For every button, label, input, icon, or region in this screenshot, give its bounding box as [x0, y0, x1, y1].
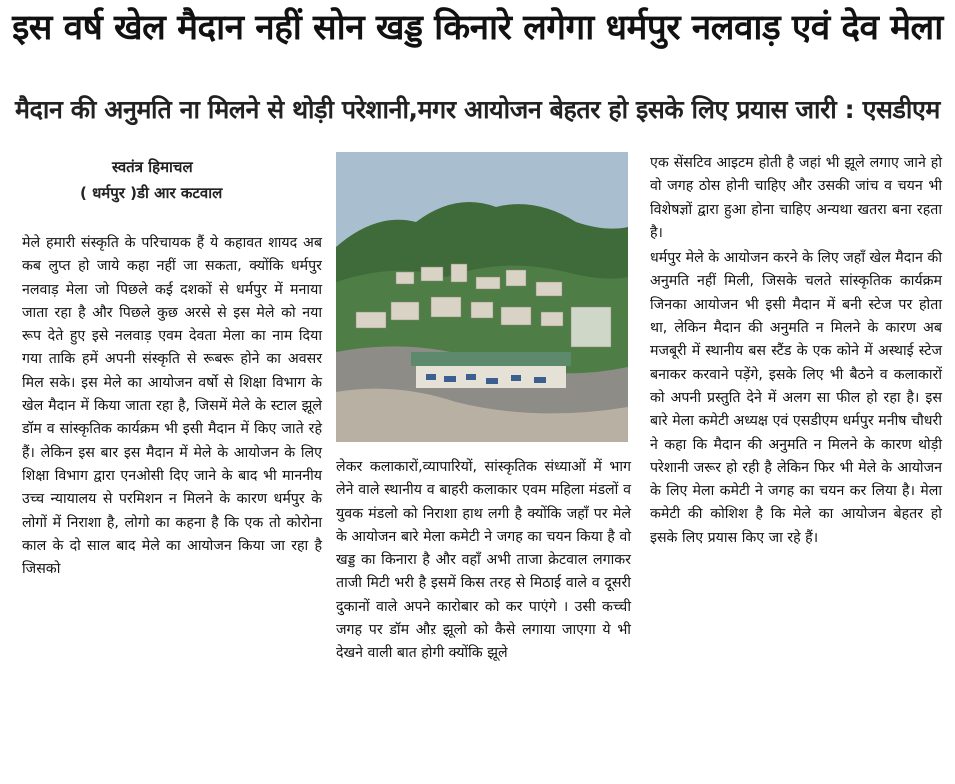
column-3-paragraph-1: एक सेंसटिव आइटम होती है जहां भी झूले लगाए जाने हो वो जगह ठोस होनी चाहिए और उसकी जांच व चयन भी विशेषज्ञों द्वारा हुआ होना चाहिए अन्यथा खतरा बना रहता है।: [650, 155, 942, 241]
article-column-1: [22, 232, 322, 581]
column-2-text: लेकर कलाकारों,व्यापारियों, सांस्कृतिक संध्याओं में भाग लेने वाले स्थानीय व बाहरी कलाकार एवम महिला मंडलों व युवक मंडलो को निराशा हाथ लगी है क्योंकि जहाँ पर मेले के आयोजन बारे मेला कमेटी ने जगह का चयन किया है वो खड्ड का किनारा है और वहाँ अभी ताजा क्रेटवाल लगाकर ताजी मिटी भरी है इसमें किस तरह से मिठाई वाले व दूसरी दुकानों वाले अपने कारोबार को कर पाएंगे । उसी कच्ची जगह पर डॉम औऱ झूलो को कैसे लगाया जाएगा ये भी देखने वाली बात होगी क्योंकि झूले: [336, 459, 631, 662]
headline: इस वर्ष खेल मैदान नहीं सोन खड्ड किनारे लगेगा धर्मपुर नलवाड़ एवं देव मेला: [12, 8, 943, 48]
news-photo: [336, 152, 628, 442]
byline: [20, 154, 320, 206]
column-1-text: मेले हमारी संस्कृति के परिचायक हैं ये कहावत शायद अब कब लुप्त हो जाये कहा नहीं जा सकता, क्योंकि धर्मपुर नलवाड़ मेला जो पिछले कई दशकों से धर्मपुर में मनाया जाता रहा है और पिछले कुछ अरसे से इस मेले को नया रूप देते हुए इसे नलवाड़ एवम देवता मेला का नाम दिया गया ताकि हमें अपनी संस्कृति से रूबरू होने का अवसर मिल सके। इस मेले का आयोजन वर्षो से शिक्षा विभाग के खेल मैदान में किया जाता रहा है, जिसमें मेले के स्टाल झूले डॉम व सांस्कृतिक कार्यक्रम भी इसी मैदान में किए जाते रहे हैं। लेकिन इस बार इस मैदान में मेले के आयोजन के लिए शिक्षा विभाग द्वारा एनओसी दिए जाने के बाद भी माननीय उच्च न्यायालय से परमिशन न मिलने के कारण धर्मपुर के लोगों में निराशा है, लोगो का कहना है कि एक तो कोरोना काल के दो साल बाद मेले का आयोजन किया जा रहा है जिसको: [22, 235, 322, 578]
column-3-paragraph-2: धर्मपुर मेले के आयोजन करने के लिए जहाँ खेल मैदान की अनुमति नहीं मिली, जिसके चलते सांस्कृतिक कार्यक्रम जिनका आयोजन भी इसी मैदान में बनी स्टेज पर होता था, लेकिन मैदान की अनुमति न मिलने के कारण अब मजबूरी में स्थानीय बस स्टैंड के एक कोने में अस्थाई स्टेज बनाकर करवाने पड़ेंगे, इसके लिए भी बैठने व कलाकारों को अपनी प्रस्तुति देने में अलग सा फील हो रहा है। इस बारे मेला कमेटी अध्यक्ष एवं एसडीएम धर्मपुर मनीष चौधरी ने कहा कि मैदान की अनुमति न मिलने के कारण थोड़ी परेशानी जरूर हो रही है लेकिन फिर भी मेले के आयोजन के लिए मेला कमेटी ने जगह का चयन कर लिया है। मेला कमेटी की कोशिश है कि मेले का आयोजन बेहतर हो इसके लिए प्रयास किए जा रहे हैं।: [650, 250, 942, 546]
byline-reporter: ( धर्मपुर )डी आर कटवाल: [80, 184, 223, 202]
byline-source: स्वतंत्र हिमाचल: [112, 158, 193, 176]
article-column-3: [650, 152, 942, 550]
article-column-2: [336, 456, 631, 666]
subheadline: मैदान की अनुमति ना मिलने से थोड़ी परेशानी,मगर आयोजन बेहतर हो इसके लिए प्रयास जारी : एसडीएम: [15, 95, 940, 124]
news-photo-illustration: [336, 152, 628, 442]
